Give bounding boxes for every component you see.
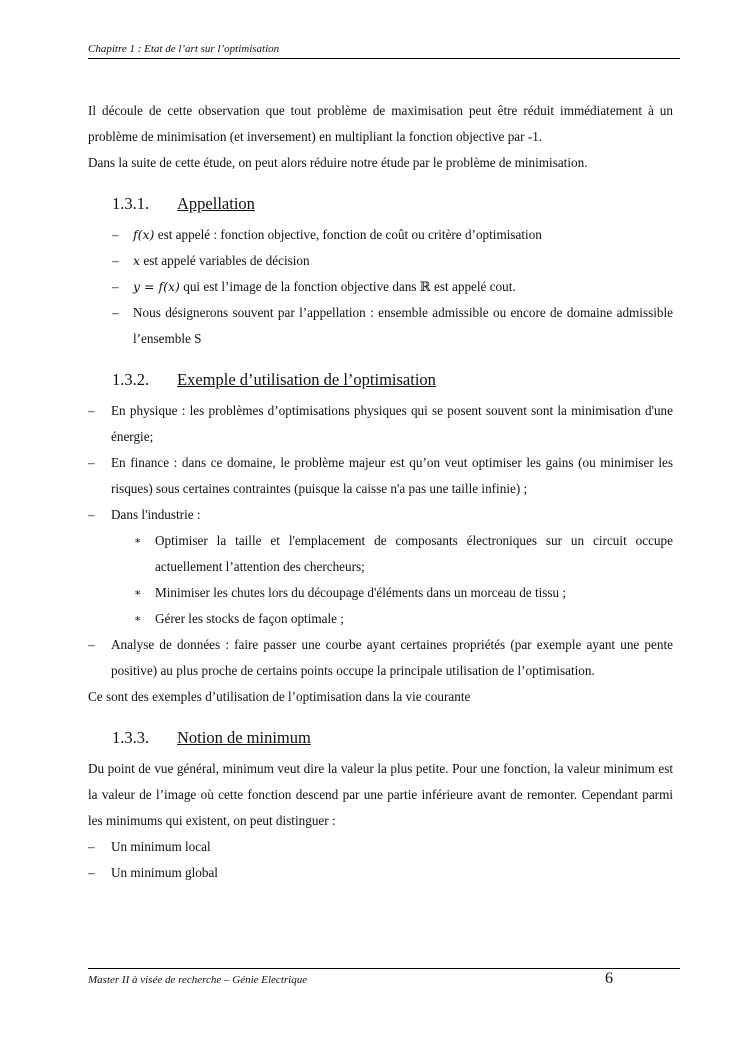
examples-list-continued [88,632,673,684]
page-header [88,40,680,59]
math-expression: x [133,253,141,268]
list-item [88,632,673,684]
list-item [88,274,673,300]
math-expression: f(x) [133,227,155,242]
section-number: 1.3.1. [112,194,150,213]
dash-bullet: – [88,637,95,652]
list-item [88,248,673,274]
list-item [88,398,673,450]
star-bullet: ∗ [134,535,142,547]
list-item-text: Un minimum global [111,865,218,880]
section-title: Notion de minimum [177,728,311,747]
list-item-text: En finance : dans ce domaine, le problème majeur est qu’on veut optimiser les gains (ou minimiser les risques) sous certaines contraintes (puisque la caisse n'a pas une taille infinie) ; [111,455,673,496]
list-item [88,300,673,352]
list-item-text: Un minimum local [111,839,211,854]
examples-conclusion: Ce sont des exemples d’utilisation de l’optimisation dans la vie courante [88,689,471,704]
list-item-text: En physique : les problèmes d’optimisations physiques qui se posent souvent sont la minimisation d'une énergie; [111,403,673,444]
page-body [88,98,673,886]
list-item-text: Analyse de données : faire passer une courbe ayant certaines propriétés (par exemple ayant une pente positive) au plus proche de certains points occupe la principale utilisation de l’optimisation. [111,637,673,678]
dash-bullet: – [112,305,119,320]
dash-bullet: – [88,455,95,470]
list-item-text: est appelé variables de décision [140,253,310,268]
dash-bullet: – [88,507,95,522]
list-item [88,834,673,860]
list-item-text: est appelé : fonction objective, fonction de coût ou critère d’optimisation [154,227,542,242]
dash-bullet: – [112,279,119,294]
dash-bullet: – [88,865,95,880]
minimum-paragraph: Du point de vue général, minimum veut dire la valeur la plus petite. Pour une fonction, la valeur minimum est la valeur de l’image où cette fonction descend par une partie inférieure avant de remonter. Cependant parmi les minimums qui existent, on peut distinguer : [88,761,673,828]
chapter-title: Chapitre 1 : Etat de l’art sur l’optimisation [88,43,280,55]
sublist-item-text: Gérer les stocks de façon optimale ; [155,611,344,626]
dash-bullet: – [88,403,95,418]
footer-text: Master II à visée de recherche – Génie Electrique [88,974,308,986]
list-item-text: Dans l'industrie : [111,507,201,522]
dash-bullet: – [112,227,119,242]
list-item-text: qui est l’image de la fonction objective dans ℝ est appelé cout. [179,279,516,294]
page-number: 6 [605,970,613,987]
section-title: Exemple d’utilisation de l’optimisation [177,370,436,389]
intro-paragraph-2: Dans la suite de cette étude, on peut alors réduire notre étude par le problème de minimisation. [88,155,588,170]
section-title: Appellation [177,194,255,213]
intro-paragraph-1: Il découle de cette observation que tout problème de maximisation peut être réduit immédiatement à un problème de minimisation (et inversement) en multipliant la fonction objective par -1. [88,103,673,144]
dash-bullet: – [88,839,95,854]
star-bullet: ∗ [134,587,142,599]
page-footer [88,968,680,993]
section-number: 1.3.3. [112,728,150,747]
examples-list [88,398,673,528]
list-item [88,860,673,886]
section-heading-133 [88,725,673,751]
list-item [88,502,673,528]
sublist-item-text: Optimiser la taille et l'emplacement de composants électroniques sur un circuit occupe actuellement l’attention des chercheurs; [155,533,673,574]
sublist-item-text: Minimiser les chutes lors du découpage d'éléments dans un morceau de tissu ; [155,585,567,600]
sublist-item [88,528,673,580]
section-heading-131 [88,191,673,217]
section-number: 1.3.2. [112,370,150,389]
section-heading-132 [88,367,673,393]
list-item-text: Nous désignerons souvent par l’appellation : ensemble admissible ou encore de domaine admissible l’ensemble S [133,305,673,346]
industry-sublist [88,528,673,632]
dash-bullet: – [112,253,119,268]
list-item [88,450,673,502]
minimum-types-list [88,834,673,886]
appellation-list [88,222,673,352]
math-expression: y = f(x) [133,279,180,294]
sublist-item [88,606,673,632]
star-bullet: ∗ [134,613,142,625]
sublist-item [88,580,673,606]
list-item [88,222,673,248]
